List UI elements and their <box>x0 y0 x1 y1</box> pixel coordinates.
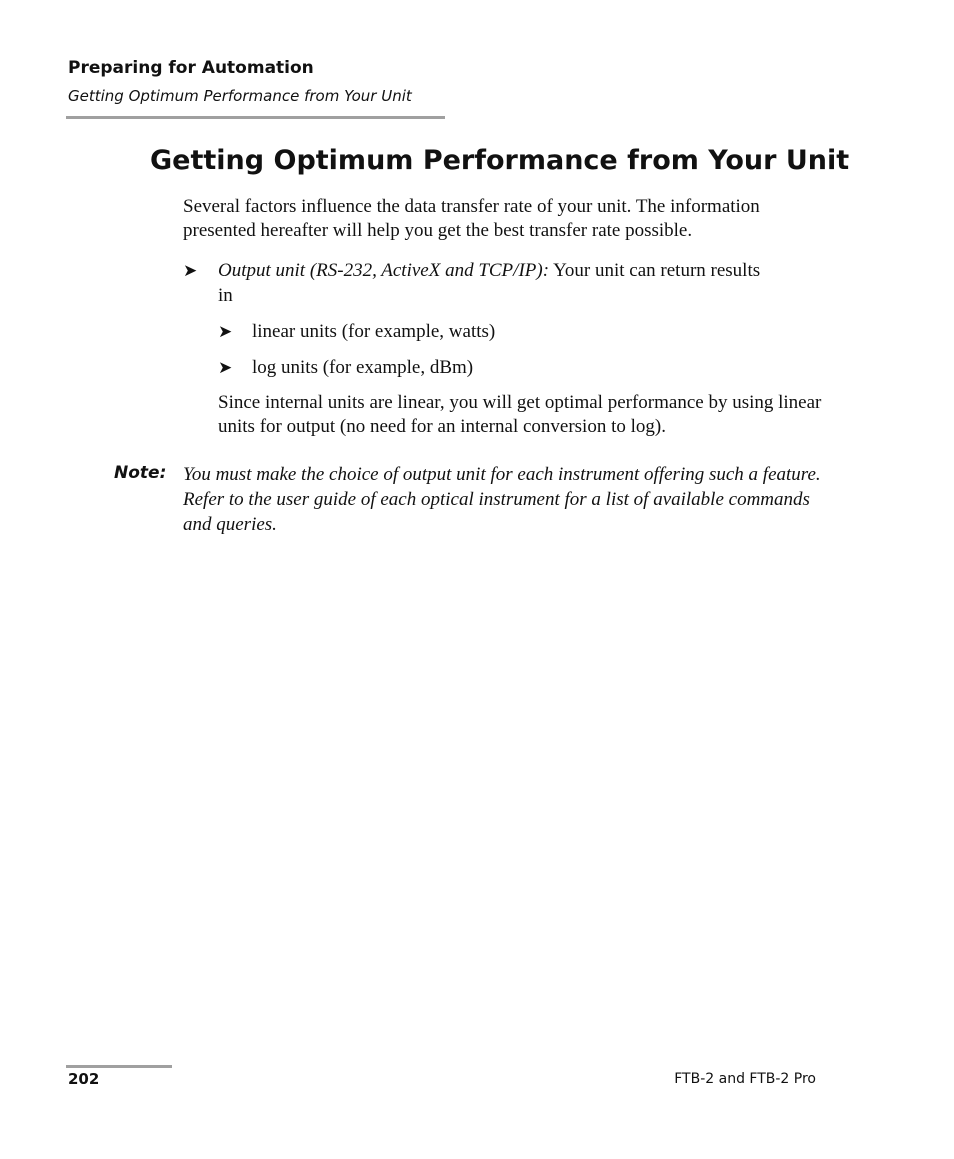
intro-paragraph: Several factors influence the data transfer rate of your unit. The information presented hereafter will help you get the best transfer rate possible. <box>183 196 760 241</box>
arrow-bullet-icon: ➤ <box>218 322 233 341</box>
running-header-chapter: Preparing for Automation <box>68 58 314 78</box>
note-text: You must make the choice of output unit for each instrument offering such a feature. Refer to the user guide of each optical instrument for a list of available commands and queries. <box>183 464 821 535</box>
subbullet-log-units <box>218 355 473 380</box>
subbullet-linear-units <box>218 319 495 344</box>
footer-rule <box>66 1065 172 1068</box>
page-title: Getting Optimum Performance from Your Unit <box>150 145 850 176</box>
bullet-lead-italic: Output unit (RS-232, ActiveX and TCP/IP): <box>218 260 550 281</box>
subbullet-text: linear units (for example, watts) <box>252 321 496 342</box>
note-label: Note: <box>114 463 167 483</box>
page-number: 202 <box>68 1070 100 1088</box>
bullet-lead-rest: Your unit can return results <box>549 260 761 281</box>
header-rule <box>66 116 445 119</box>
arrow-bullet-icon: ➤ <box>218 358 233 377</box>
arrow-bullet-icon: ➤ <box>183 261 198 280</box>
footer-product-name: FTB-2 and FTB-2 Pro <box>674 1071 816 1087</box>
bullet-output-unit <box>183 258 833 308</box>
subbullet-text: log units (for example, dBm) <box>252 357 474 378</box>
bullet-lead-continuation: in <box>218 285 233 306</box>
running-header-section: Getting Optimum Performance from Your Unit <box>68 87 412 105</box>
follow-paragraph: Since internal units are linear, you will get optimal performance by using linear units for output (no need for an internal conversion to log). <box>218 392 822 437</box>
